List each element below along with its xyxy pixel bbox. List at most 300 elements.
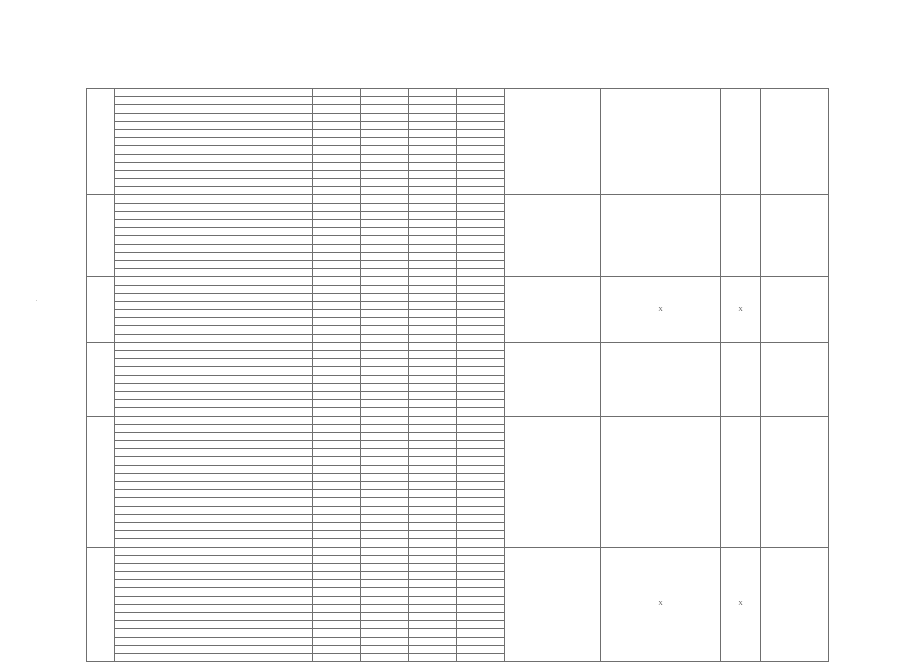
- value-cell: [409, 506, 457, 514]
- x-mark: X: [738, 306, 743, 313]
- value-cell: [313, 310, 361, 318]
- source-cell: [115, 359, 313, 367]
- source-cell: [115, 580, 313, 588]
- value-cell: [457, 490, 505, 498]
- result-cell: [601, 342, 721, 416]
- value-cell: [409, 244, 457, 252]
- start-date-cell: [721, 89, 761, 195]
- executor-cell: [505, 416, 601, 547]
- value-cell: [457, 301, 505, 309]
- value-cell: [457, 637, 505, 645]
- value-cell: [457, 277, 505, 285]
- value-cell: [313, 645, 361, 653]
- value-cell: [457, 416, 505, 424]
- value-cell: [313, 465, 361, 473]
- value-cell: [313, 97, 361, 105]
- source-cell: [115, 465, 313, 473]
- start-date-cell: [721, 195, 761, 277]
- value-cell: [457, 621, 505, 629]
- value-cell: [361, 613, 409, 621]
- value-cell: [361, 424, 409, 432]
- value-cell: [361, 310, 409, 318]
- value-cell: [457, 432, 505, 440]
- value-cell: [409, 121, 457, 129]
- value-cell: [409, 645, 457, 653]
- end-date-cell: [761, 416, 829, 547]
- value-cell: [457, 400, 505, 408]
- value-cell: [409, 547, 457, 555]
- value-cell: [457, 498, 505, 506]
- source-cell: [115, 334, 313, 342]
- value-cell: [313, 252, 361, 260]
- value-cell: [457, 318, 505, 326]
- value-cell: [409, 236, 457, 244]
- value-cell: [361, 236, 409, 244]
- value-cell: [313, 211, 361, 219]
- value-cell: [457, 391, 505, 399]
- source-cell: [115, 490, 313, 498]
- value-cell: [361, 179, 409, 187]
- value-cell: [313, 195, 361, 203]
- value-cell: [409, 203, 457, 211]
- value-cell: [457, 285, 505, 293]
- value-cell: [409, 211, 457, 219]
- result-cell: [601, 195, 721, 277]
- table-row: [87, 342, 829, 350]
- end-date-cell: [761, 89, 829, 195]
- source-cell: [115, 498, 313, 506]
- source-cell: [115, 154, 313, 162]
- value-cell: [457, 645, 505, 653]
- source-cell: [115, 637, 313, 645]
- source-cell: [115, 416, 313, 424]
- source-cell: [115, 252, 313, 260]
- value-cell: [457, 162, 505, 170]
- value-cell: [361, 285, 409, 293]
- scan-speck: [36, 300, 37, 301]
- source-cell: [115, 310, 313, 318]
- value-cell: [409, 531, 457, 539]
- value-cell: [361, 637, 409, 645]
- table-row: [87, 277, 829, 285]
- value-cell: [361, 408, 409, 416]
- value-cell: [361, 498, 409, 506]
- value-cell: [409, 359, 457, 367]
- source-cell: [115, 441, 313, 449]
- source-cell: [115, 613, 313, 621]
- source-cell: [115, 432, 313, 440]
- value-cell: [313, 301, 361, 309]
- value-cell: [409, 277, 457, 285]
- source-cell: [115, 236, 313, 244]
- value-cell: [409, 465, 457, 473]
- result-cell: [601, 89, 721, 195]
- value-cell: [313, 129, 361, 137]
- start-date-cell: [721, 342, 761, 416]
- value-cell: [457, 563, 505, 571]
- source-cell: [115, 301, 313, 309]
- source-cell: [115, 187, 313, 195]
- start-date-cell: [721, 547, 761, 662]
- value-cell: [313, 514, 361, 522]
- start-date-cell: [721, 416, 761, 547]
- value-cell: [313, 236, 361, 244]
- value-cell: [361, 162, 409, 170]
- source-cell: [115, 645, 313, 653]
- source-cell: [115, 621, 313, 629]
- value-cell: [313, 432, 361, 440]
- value-cell: [361, 621, 409, 629]
- value-cell: [361, 563, 409, 571]
- source-cell: [115, 260, 313, 268]
- value-cell: [313, 154, 361, 162]
- value-cell: [457, 441, 505, 449]
- value-cell: [409, 482, 457, 490]
- value-cell: [457, 179, 505, 187]
- value-cell: [361, 490, 409, 498]
- value-cell: [409, 269, 457, 277]
- source-cell: [115, 318, 313, 326]
- value-cell: [457, 465, 505, 473]
- value-cell: [409, 220, 457, 228]
- value-cell: [313, 563, 361, 571]
- value-cell: [313, 506, 361, 514]
- value-cell: [457, 457, 505, 465]
- value-cell: [313, 351, 361, 359]
- value-cell: [457, 555, 505, 563]
- value-cell: [361, 260, 409, 268]
- source-cell: [115, 342, 313, 350]
- end-date-cell: [761, 277, 829, 343]
- row-number-cell: [87, 277, 115, 343]
- value-cell: [409, 367, 457, 375]
- value-cell: [313, 482, 361, 490]
- value-cell: [313, 244, 361, 252]
- source-cell: [115, 375, 313, 383]
- value-cell: [409, 342, 457, 350]
- value-cell: [409, 629, 457, 637]
- end-date-cell: [761, 195, 829, 277]
- value-cell: [409, 596, 457, 604]
- row-number-cell: [87, 416, 115, 547]
- value-cell: [409, 416, 457, 424]
- value-cell: [313, 547, 361, 555]
- value-cell: [313, 391, 361, 399]
- value-cell: [409, 449, 457, 457]
- value-cell: [313, 138, 361, 146]
- row-number-cell: [87, 342, 115, 416]
- value-cell: [457, 473, 505, 481]
- source-cell: [115, 211, 313, 219]
- value-cell: [361, 547, 409, 555]
- value-cell: [409, 97, 457, 105]
- x-mark: X: [738, 601, 743, 608]
- value-cell: [457, 604, 505, 612]
- value-cell: [457, 539, 505, 547]
- value-cell: [313, 113, 361, 121]
- value-cell: [457, 154, 505, 162]
- value-cell: [409, 179, 457, 187]
- executor-cell: [505, 89, 601, 195]
- row-number-cell: [87, 89, 115, 195]
- source-cell: [115, 105, 313, 113]
- value-cell: [361, 342, 409, 350]
- source-cell: [115, 457, 313, 465]
- source-cell: [115, 277, 313, 285]
- source-cell: [115, 539, 313, 547]
- source-cell: [115, 129, 313, 137]
- value-cell: [457, 359, 505, 367]
- row-number-cell: [87, 195, 115, 277]
- value-cell: [361, 277, 409, 285]
- value-cell: [457, 613, 505, 621]
- value-cell: [457, 351, 505, 359]
- value-cell: [409, 490, 457, 498]
- value-cell: [313, 334, 361, 342]
- value-cell: [457, 572, 505, 580]
- value-cell: [409, 522, 457, 530]
- value-cell: [457, 367, 505, 375]
- value-cell: [361, 645, 409, 653]
- value-cell: [409, 170, 457, 178]
- table-row: [87, 195, 829, 203]
- value-cell: [313, 441, 361, 449]
- value-cell: [457, 326, 505, 334]
- value-cell: [361, 89, 409, 97]
- value-cell: [409, 146, 457, 154]
- value-cell: [361, 211, 409, 219]
- value-cell: [313, 383, 361, 391]
- value-cell: [361, 203, 409, 211]
- value-cell: [361, 113, 409, 121]
- value-cell: [409, 621, 457, 629]
- value-cell: [409, 187, 457, 195]
- source-cell: [115, 506, 313, 514]
- value-cell: [313, 359, 361, 367]
- value-cell: [409, 138, 457, 146]
- value-cell: [409, 260, 457, 268]
- value-cell: [457, 449, 505, 457]
- value-cell: [313, 498, 361, 506]
- source-cell: [115, 629, 313, 637]
- value-cell: [409, 252, 457, 260]
- source-cell: [115, 138, 313, 146]
- value-cell: [409, 89, 457, 97]
- value-cell: [457, 547, 505, 555]
- value-cell: [457, 293, 505, 301]
- value-cell: [457, 310, 505, 318]
- value-cell: [361, 269, 409, 277]
- value-cell: [313, 260, 361, 268]
- value-cell: [457, 531, 505, 539]
- value-cell: [457, 236, 505, 244]
- start-date-cell: [721, 277, 761, 343]
- value-cell: [313, 203, 361, 211]
- source-cell: [115, 285, 313, 293]
- executor-cell: [505, 342, 601, 416]
- value-cell: [457, 203, 505, 211]
- value-cell: [361, 441, 409, 449]
- value-cell: [313, 531, 361, 539]
- value-cell: [457, 89, 505, 97]
- value-cell: [361, 195, 409, 203]
- value-cell: [313, 637, 361, 645]
- value-cell: [313, 293, 361, 301]
- value-cell: [361, 572, 409, 580]
- value-cell: [409, 572, 457, 580]
- value-cell: [361, 293, 409, 301]
- value-cell: [457, 588, 505, 596]
- value-cell: [457, 97, 505, 105]
- value-cell: [457, 653, 505, 661]
- value-cell: [457, 220, 505, 228]
- source-cell: [115, 179, 313, 187]
- value-cell: [313, 572, 361, 580]
- value-cell: [313, 400, 361, 408]
- value-cell: [409, 113, 457, 121]
- value-cell: [361, 391, 409, 399]
- value-cell: [313, 408, 361, 416]
- value-cell: [409, 588, 457, 596]
- source-cell: [115, 482, 313, 490]
- source-cell: [115, 400, 313, 408]
- source-cell: [115, 195, 313, 203]
- value-cell: [457, 260, 505, 268]
- source-cell: [115, 162, 313, 170]
- value-cell: [457, 506, 505, 514]
- source-cell: [115, 555, 313, 563]
- value-cell: [409, 383, 457, 391]
- value-cell: [313, 170, 361, 178]
- source-cell: [115, 653, 313, 661]
- value-cell: [361, 522, 409, 530]
- value-cell: [457, 121, 505, 129]
- value-cell: [313, 522, 361, 530]
- value-cell: [361, 170, 409, 178]
- value-cell: [361, 514, 409, 522]
- source-cell: [115, 89, 313, 97]
- source-cell: [115, 563, 313, 571]
- value-cell: [409, 154, 457, 162]
- end-date-cell: [761, 547, 829, 662]
- value-cell: [313, 228, 361, 236]
- source-cell: [115, 293, 313, 301]
- value-cell: [313, 326, 361, 334]
- value-cell: [313, 580, 361, 588]
- source-cell: [115, 596, 313, 604]
- value-cell: [457, 105, 505, 113]
- value-cell: [361, 301, 409, 309]
- source-cell: [115, 604, 313, 612]
- value-cell: [361, 244, 409, 252]
- value-cell: [361, 449, 409, 457]
- source-cell: [115, 170, 313, 178]
- value-cell: [457, 211, 505, 219]
- source-cell: [115, 113, 313, 121]
- value-cell: [313, 596, 361, 604]
- value-cell: [313, 613, 361, 621]
- value-cell: [313, 121, 361, 129]
- value-cell: [313, 220, 361, 228]
- value-cell: [361, 105, 409, 113]
- value-cell: [409, 400, 457, 408]
- value-cell: [313, 588, 361, 596]
- executor-cell: [505, 547, 601, 662]
- source-cell: [115, 408, 313, 416]
- value-cell: [457, 383, 505, 391]
- value-cell: [313, 490, 361, 498]
- value-cell: [313, 555, 361, 563]
- value-cell: [457, 228, 505, 236]
- source-cell: [115, 572, 313, 580]
- value-cell: [313, 539, 361, 547]
- value-cell: [361, 629, 409, 637]
- value-cell: [361, 653, 409, 661]
- table-row: [87, 89, 829, 97]
- value-cell: [409, 293, 457, 301]
- value-cell: [313, 424, 361, 432]
- value-cell: [361, 465, 409, 473]
- value-cell: [409, 105, 457, 113]
- executor-cell: [505, 277, 601, 343]
- value-cell: [313, 105, 361, 113]
- source-cell: [115, 588, 313, 596]
- value-cell: [409, 334, 457, 342]
- source-cell: [115, 391, 313, 399]
- value-cell: [409, 441, 457, 449]
- value-cell: [457, 342, 505, 350]
- value-cell: [361, 252, 409, 260]
- value-cell: [457, 187, 505, 195]
- value-cell: [457, 195, 505, 203]
- value-cell: [361, 146, 409, 154]
- value-cell: [409, 318, 457, 326]
- value-cell: [409, 514, 457, 522]
- value-cell: [313, 621, 361, 629]
- value-cell: [409, 129, 457, 137]
- value-cell: [457, 269, 505, 277]
- value-cell: [361, 138, 409, 146]
- value-cell: [313, 375, 361, 383]
- value-cell: [457, 334, 505, 342]
- source-cell: [115, 424, 313, 432]
- table-row: [87, 416, 829, 424]
- value-cell: [457, 482, 505, 490]
- source-cell: [115, 449, 313, 457]
- source-cell: [115, 203, 313, 211]
- value-cell: [361, 129, 409, 137]
- value-cell: [361, 334, 409, 342]
- value-cell: [313, 473, 361, 481]
- value-cell: [361, 318, 409, 326]
- value-cell: [313, 89, 361, 97]
- source-cell: [115, 146, 313, 154]
- source-cell: [115, 121, 313, 129]
- value-cell: [361, 187, 409, 195]
- value-cell: [409, 604, 457, 612]
- source-cell: [115, 97, 313, 105]
- value-cell: [409, 457, 457, 465]
- value-cell: [313, 269, 361, 277]
- value-cell: [361, 154, 409, 162]
- value-cell: [313, 318, 361, 326]
- value-cell: [361, 531, 409, 539]
- value-cell: [409, 637, 457, 645]
- source-cell: [115, 244, 313, 252]
- value-cell: [409, 555, 457, 563]
- value-cell: [361, 97, 409, 105]
- value-cell: [361, 580, 409, 588]
